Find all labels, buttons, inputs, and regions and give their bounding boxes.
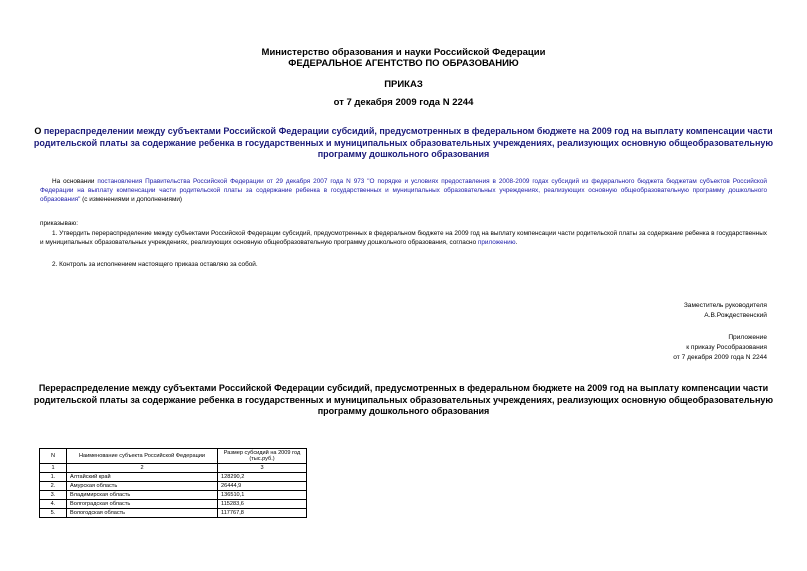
row-number: 5.: [40, 509, 67, 518]
appendix-title-line-3: программу дошкольного образования: [317, 406, 490, 416]
row-number: 4.: [40, 500, 67, 509]
col-number: 2: [67, 464, 218, 473]
col-number: 1: [40, 464, 67, 473]
signature-position: Заместитель руководителя: [683, 302, 767, 309]
row-subject: Волгоградская область: [67, 500, 218, 509]
table-row: [40, 500, 307, 509]
preamble: [40, 177, 767, 204]
order-lead: приказываю:: [40, 220, 78, 227]
order-item-1: [40, 229, 767, 247]
row-subject: Амурская область: [67, 482, 218, 491]
appendix-link[interactable]: приложению: [477, 239, 516, 246]
row-number: 3.: [40, 491, 67, 500]
appendix-date: от 7 декабря 2009 года N 2244: [673, 354, 767, 361]
header-amount: Размер субсидий на 2009 год (тыс.руб.): [218, 449, 307, 464]
item1-text: 1. Утвердить перераспределение между субъектами Российской Федерации субсидий, предусмотренных в федеральном бюджете на 2009 год на выплату компенсации части родительской платы за содержание ребенка в государственных и муниципальных образовательных учреждениях, реализующих основную общеобразовательную программу дошкольного образования, согласно: [40, 230, 767, 246]
table-row: [40, 509, 307, 518]
appendix-title-line-1: Перераспределение между субъектами Российской Федерации субсидий, предусмотренных в федеральном бюджете на 2009 год на выплату компенсации части: [38, 383, 769, 393]
table-header-row: [40, 449, 307, 464]
agency-name: ФЕДЕРАЛЬНОЕ АГЕНТСТВО ПО ОБРАЗОВАНИЮ: [288, 58, 519, 69]
appendix-label: Приложение: [728, 334, 767, 341]
row-amount: 117767,8: [218, 509, 307, 518]
header-n: N: [40, 449, 67, 464]
doc-date-number: от 7 декабря 2009 года N 2244: [333, 97, 474, 108]
table-col-numbers: [40, 464, 307, 473]
appendix-title: [30, 383, 777, 418]
title-prefix: О: [34, 126, 44, 136]
table-row: [40, 482, 307, 491]
appendix-title-line-2: родительской платы за содержание ребенка в государственных и муниципальных образовательных учреждениях, реализующих основную общеобразовательную: [33, 394, 774, 405]
row-amount: 128290,2: [218, 473, 307, 482]
row-number: 1.: [40, 473, 67, 482]
row-amount: 115283,6: [218, 500, 307, 509]
row-subject: Владимирская область: [67, 491, 218, 500]
doc-type: ПРИКАЗ: [384, 79, 423, 90]
row-amount: 26444,9: [218, 482, 307, 491]
preamble-start: На основании: [52, 178, 98, 185]
appendix-ref: к приказу Рособразования: [686, 344, 767, 351]
government-decree-link[interactable]: постановления Правительства Российской Федерации от 29 декабря 2007 года N 973 "О порядке и условиях предоставления в 2008-2009 годах субсидий из федерального бюджета бюджетам субъектов Российской Федерации на выплату компенсации части родительской платы за содержание ребенка в государственных и муниципальных образовательных учреждениях, реализующих основную общеобразовательную программу дошкольного образования": [40, 178, 767, 203]
header-subject: Наименование субъекта Российской Федерации: [67, 449, 218, 464]
col-number: 3: [218, 464, 307, 473]
order-title: [30, 126, 777, 161]
order-item-2: 2. Контроль за исполнением настоящего приказа оставляю за собой.: [52, 261, 258, 268]
row-subject: Алтайский край: [67, 473, 218, 482]
row-subject: Вологодская область: [67, 509, 218, 518]
item1-end: .: [515, 239, 518, 246]
signature-name: А.В.Рождественский: [704, 312, 767, 319]
ministry-name: Министерство образования и науки Российской Федерации: [261, 47, 546, 58]
table-row: [40, 473, 307, 482]
row-amount: 136510,1: [218, 491, 307, 500]
row-number: 2.: [40, 482, 67, 491]
table-row: [40, 491, 307, 500]
preamble-end: (с изменениями и дополнениями): [80, 196, 183, 203]
subsidy-table: [39, 448, 307, 518]
title-line-2: родительской платы за содержание ребенка в государственных и муниципальных образовательных учреждениях, реализующих основную общеобразовательную: [33, 137, 774, 148]
title-line-1: перераспределении между субъектами Российской Федерации субсидий, предусмотренных в федеральном бюджете на 2009 год на выплату компенсации части: [43, 126, 773, 136]
title-line-3: программу дошкольного образования: [317, 149, 490, 159]
